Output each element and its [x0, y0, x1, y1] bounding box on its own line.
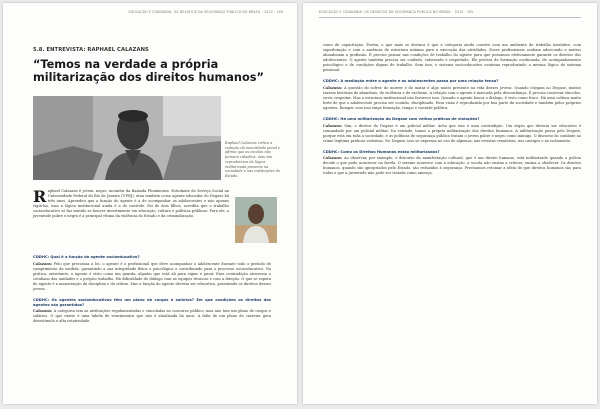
answer	[323, 156, 581, 176]
question: CDDHC: Qual é a função do agente socioeducativo?	[33, 255, 140, 259]
answer-label: Calazans:	[33, 309, 53, 314]
lead-paragraph: como de capacitação. Porém, o que mais se destaca é que a categoria ainda convive com um ambiente de trabalho insalubre, com superlotação e com a ausência de estrutura mínima para a execução das atividades. Esses profissionais acabam adoecendo e muitos abandonam a profissão. É preciso pensar nas condições de trabalho do agente para que possamos efetivamente garantir os direitos dos adolescentes. O agente também precisa ser cuidado, valorizado e respeitado. Ele precisa de formação continuada, de acompanhamento psicológico e de condições dignas de trabalho. Sem isso, o sistema socioeducativo continua reproduzindo a mesma lógica do sistema prisional.	[323, 43, 581, 73]
qa-section-left	[33, 249, 271, 326]
running-head-left: EDUCAÇÃO E CIDADANIA: OS DESAFIOS DA SEGURANÇA PÚBLICA NO BRASIL · 2012 · 189	[128, 10, 283, 14]
portrait-photo-graphic	[33, 96, 221, 180]
answer	[323, 86, 581, 111]
answer-label: Calazans:	[33, 261, 53, 266]
answer-label: Calazans:	[323, 123, 343, 128]
question: CDDHC: Há uma militarização do Degase com velhas práticas de violações?	[323, 117, 480, 122]
portrait-photo	[33, 96, 221, 180]
section-label: 5.8. ENTREVISTA: RAPHAEL CALAZANS	[33, 47, 149, 53]
answer	[33, 309, 271, 324]
question: CDDHC: A mediação entre o agente e os adolescentes passa por uma relação tensa?	[323, 79, 499, 84]
photo-caption: Raphael Calazans critica a redução da maioridade penal e afirma que as escolas não formam cidadãos, mas sim reprodutores da lógica militarizada presente na sociedade e nas instituições do Estado.	[225, 141, 281, 178]
right-page-body	[323, 43, 581, 178]
running-head-right: EDUCAÇÃO E CIDADANIA: OS DESAFIOS DA SEGURANÇA PÚBLICA NO BRASIL · 2012 · 190	[319, 10, 474, 14]
right-page	[303, 3, 597, 404]
answer-text: A categoria tem as atribuições regulamentadas e vinculadas ao concurso público, mas não tem um plano de cargos e salários. O que existe é uma tabela de vencimentos que não é atualizada há anos. A falta de um plano de carreira gera desestímulo e alta rotatividade.	[33, 309, 271, 324]
side-photo-graphic	[235, 197, 277, 243]
answer-text: Ao observar, por exemplo, o discurso da manifestação cultural, que é um direito humano, está militarizado quando a polícia decide o que pode acontecer na favela. O mesmo acontece com a educação: a escola não ensina a criticar, ensina a obedecer. Os direitos humanos, quando são apropriados pelo Estado, são reduzidos à segurança. Precisamos retomar a ideia de que direitos humanos são para todos e que a juventude não pode ser tratada como ameaça.	[323, 156, 581, 176]
headline: “Temos na verdade a própria militarização dos direitos humanos”	[33, 58, 264, 84]
answer-text: A questão do sofrer, do morrer e do matar é algo muito presente na vida desses jovens. Quando chegam ao Degase, muitos trazem histórias de abandono, de violência e de exclusão. A relação com o agente é marcada pela desconfiança. É preciso construir vínculos, ouvir, respeitar. Mas a estrutura institucional não favorece isso. Quando o agente busca o diálogo, é visto como fraco. Há uma cultura muito forte de que o adolescente precisa ser contido, disciplinado. Essa visão é reproduzida por boa parte da sociedade e também pelos próprios agentes. Romper com isso exige formação, tempo e vontade política.	[323, 85, 581, 110]
answer-text: Pelo que preconiza a lei, o agente é o profissional que deve acompanhar o adolescente durante todo o período de cumprimento da medida, garantindo a sua integridade física e psicológica e contribuindo para o processo socioeducativo. Na prática, entretanto, o agente é visto como um guarda, alguém que está ali para vigiar e punir. Essa contradição atravessa o cotidiano das unidades e o próprio trabalho. Há dificuldade de diálogo com as equipes técnicas e com a direção. O que se espera do agente é a manutenção da disciplina e da ordem. Mas a função do agente deveria ser educativa, garantindo os direitos desses jovens.	[33, 261, 271, 291]
header-rule	[319, 17, 581, 18]
question: CDDHC: Como os Direitos Humanos estão militarizados?	[323, 149, 440, 154]
answer-label: Calazans:	[323, 156, 343, 161]
answer-text: Sim, o diretor do Degase é um policial militar. Acho que isso é uma contradição. Um órgão que deveria ser educativo é comandado por um policial militar. Na verdade, temos a própria militarização dos direitos humanos. A militarização passa pelo Degase, porque está em toda a sociedade, e as políticas de segurança pública tratam o jovem pobre e negro como inimigo. O discurso do combate ao crime legitima práticas violentas. No Degase, isso se expressa no uso de algemas, nas revistas vexatórias, nos castigos e no isolamento.	[323, 123, 581, 143]
answer-label: Calazans:	[323, 85, 343, 90]
side-photo	[235, 197, 277, 243]
answer	[323, 124, 581, 144]
answer	[33, 262, 271, 292]
intro-paragraph	[33, 186, 229, 221]
left-page	[3, 3, 297, 404]
question: CDDHC: Os agentes socioeducativos têm um plano de cargos e salários? Em que condições os direitos dos agentes são garantidos?	[33, 297, 271, 307]
intro-text: aphael Calazans é jovem, negro, morador da Baixada Fluminense. Estudante de Serviço Social na Universidade Federal do Rio de Janeiro (UFRJ), atua também como agente educador do Degase há três anos. Aprendeu que a função do agente é a de acompanhar os adolescentes e não apenas vigiá-los, mas a lógica institucional ainda é a do controle. Pai de dois filhos, acredita que o trabalho socioeducativo só faz sentido se houver investimento em educação, cultura e políticas públicas. Para ele, a juventude pobre e negra é a principal vítima da violência do Estado e da criminalização.	[33, 189, 229, 219]
drop-cap: R	[33, 186, 47, 206]
